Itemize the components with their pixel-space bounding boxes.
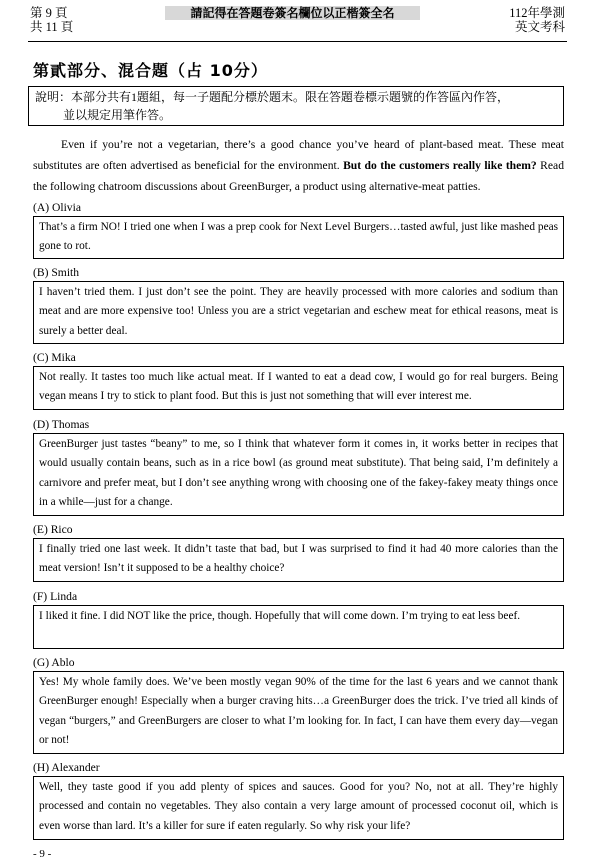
intro-paragraph xyxy=(33,134,564,197)
comment-box-b: I haven’t tried them. I just don’t see the point. They are heavily processed with more calories and sodium than meat and are more expensive too! Unless you are a strict vegetarian and eschew meat for ethical reasons, meat is surely a better deal. xyxy=(33,281,564,344)
comment-box-e: I finally tried one last week. It didn’t taste that bad, but I was surprised to find it had 40 more calories than the meat version! Isn’t it supposed to be a healthy choice? xyxy=(33,538,564,582)
exam-year: 112年學測 xyxy=(509,6,565,20)
intro-question: But do the customers really like them? xyxy=(343,159,537,172)
commenter-name-b: (B) Smith xyxy=(33,266,80,279)
page-number: - 9 - xyxy=(33,848,52,860)
comment-box-f: I liked it fine. I did NOT like the price, though. Hopefully that will come down. I’m trying to eat less beef. xyxy=(33,605,564,649)
commenter-name-f: (F) Linda xyxy=(33,590,78,603)
commenter-name-a: (A) Olivia xyxy=(33,201,81,214)
total-pages-label: 共 11 頁 xyxy=(30,20,74,34)
intro-text-2: Read the following chatroom discussions about GreenBurger, a product using alternative-meat patties. xyxy=(33,159,564,193)
comment-box-a: That’s a firm NO! I tried one when I was a prep cook for Next Level Burgers…tasted awful, just like mashed peas gone to rot. xyxy=(33,216,564,259)
signature-notice: 請記得在答題卷簽名欄位以正楷簽全名 xyxy=(165,6,420,20)
exam-subject: 英文考科 xyxy=(514,20,565,34)
commenter-name-c: (C) Mika xyxy=(33,351,76,364)
comment-box-h: Well, they taste good if you add plenty of spices and sauces. Good for you? No, not at all. They’re highly processed and contain no vegetables. They also contain a very large amount of processed coconut oil, which is even worse than lard. It’s a killer for sure if eaten regularly. So why risk your life? xyxy=(33,776,564,840)
instructions-line-1: 說明：本部分共有1題組，每一子題配分標於題末。限在答題卷標示題號的作答區內作答， xyxy=(35,90,510,104)
instructions-line-2: 並以規定用筆作答。 xyxy=(63,108,172,122)
section-title: 第貳部分、混合題（占 10分） xyxy=(33,61,268,80)
intro-text-1: Even if you’re not a vegetarian, there’s a good chance you’ve heard of plant-based meat. These meat substitutes are often advertised as beneficial for the environment. xyxy=(33,138,564,172)
commenter-name-g: (G) Ablo xyxy=(33,656,75,669)
commenter-name-d: (D) Thomas xyxy=(33,418,90,431)
instructions-box xyxy=(28,86,564,126)
comment-box-g: Yes! My whole family does. We’ve been mostly vegan 90% of the time for the last 6 years and we cannot thank GreenBurger enough! Especially when a burger craving hits…a GreenBurger does the trick. I’ve tried all kinds of vegan “burgers,” and GreenBurgers are closer to what I’m looking for. In fact, I can have them every day—vegan or not! xyxy=(33,671,564,754)
comment-box-c: Not really. It tastes too much like actual meat. If I wanted to eat a dead cow, I would go for real burgers. Being vegan means I try to stick to plant food. But this is just not something that will ever interest me. xyxy=(33,366,564,410)
commenter-name-e: (E) Rico xyxy=(33,523,73,536)
page-header-left xyxy=(30,6,73,34)
comment-box-d: GreenBurger just tastes “beany” to me, so I think that whatever form it comes in, it works better in recipes that would usually contain beans, such as in a rice bowl (as ground meat substitute). That being said, I’m definitely a carnivore and prefer meat, but I don’t see anything wrong with choosing one of the fakey-fakey meaty things once in a while—just for a change. xyxy=(33,433,564,516)
page-label: 第 9 頁 xyxy=(30,6,68,20)
header-divider xyxy=(28,41,567,42)
page-header-right xyxy=(509,6,565,34)
commenter-name-h: (H) Alexander xyxy=(33,761,100,774)
